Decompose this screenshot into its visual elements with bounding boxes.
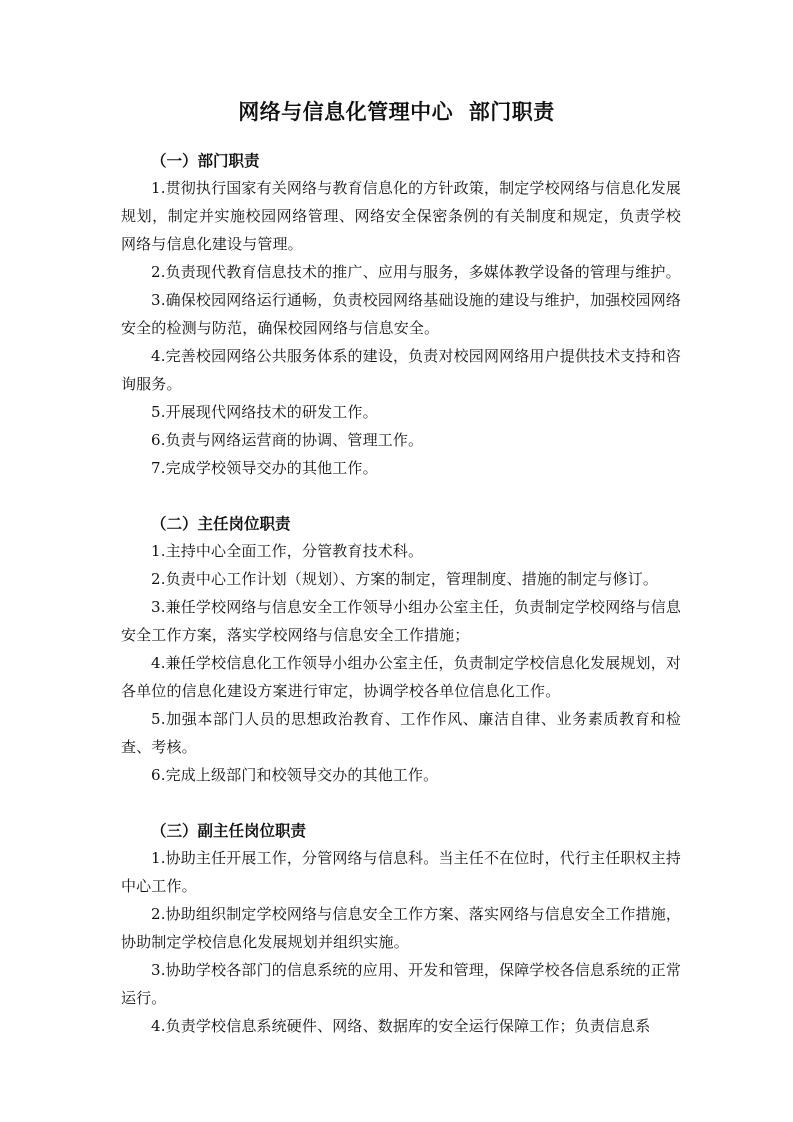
list-item: 1.主持中心全面工作，分管教育技术科。	[151, 542, 424, 560]
list-item: 3.协助学校各部门的信息系统的应用、开发和管理，保障学校各信息系统的正常运行。	[121, 961, 681, 1007]
list-item: 3.确保校园网络运行通畅，负责校园网络基础设施的建设与维护，加强校园网络安全的检测与防范，确保校园网络与信息安全。	[121, 291, 681, 337]
list-item: 5.开展现代网络技术的研发工作。	[151, 403, 378, 421]
list-item: 2.负责现代教育信息技术的推广、应用与服务，多媒体教学设备的管理与维护。	[151, 263, 681, 281]
list-item: 4.负责学校信息系统硬件、网络、数据库的安全运行保障工作；负责信息系	[151, 1017, 651, 1035]
list-item: 2.协助组织制定学校网络与信息安全工作方案、落实网络与信息安全工作措施，协助制定学校信息化发展规划并组织实施。	[121, 905, 681, 951]
list-item: 7.完成学校领导交办的其他工作。	[151, 459, 378, 477]
section-director-duties	[121, 510, 681, 789]
list-item: 5.加强本部门人员的思想政治教育、工作作风、廉洁自律、业务素质教育和检查、考核。	[121, 710, 681, 756]
section-heading: （一）部门职责	[151, 151, 260, 170]
list-item: 4.兼任学校信息化工作领导小组办公室主任，负责制定学校信息化发展规划，对各单位的信息化建设方案进行审定，协调学校各单位信息化工作。	[121, 654, 681, 700]
section-deputy-director-duties	[121, 817, 681, 1040]
list-item: 2.负责中心工作计划（规划）、方案的制定，管理制度、措施的制定与修订。	[151, 570, 659, 588]
list-item: 6.负责与网络运营商的协调、管理工作。	[151, 431, 424, 449]
document-body	[121, 147, 681, 1040]
list-item: 1.贯彻执行国家有关网络与教育信息化的方针政策，制定学校网络与信息化发展规划，制定并实施校园网络管理、网络安全保密条例的有关制度和规定，负责学校网络与信息化建设与管理。	[121, 179, 681, 253]
list-item: 3.兼任学校网络与信息安全工作领导小组办公室主任，负责制定学校网络与信息安全工作方案，落实学校网络与信息安全工作措施；	[121, 598, 681, 644]
list-item: 6.完成上级部门和校领导交办的其他工作。	[151, 766, 439, 784]
section-heading: （二）主任岗位职责	[151, 514, 291, 533]
page-title: 网络与信息化管理中心 部门职责	[238, 99, 555, 124]
list-item: 1.协助主任开展工作，分管网络与信息科。当主任不在位时，代行主任职权主持中心工作。	[121, 849, 681, 895]
section-department-duties	[121, 147, 681, 482]
list-item: 4.完善校园网络公共服务体系的建设，负责对校园网网络用户提供技术支持和咨询服务。	[121, 347, 681, 393]
section-heading: （三）副主任岗位职责	[151, 821, 307, 840]
